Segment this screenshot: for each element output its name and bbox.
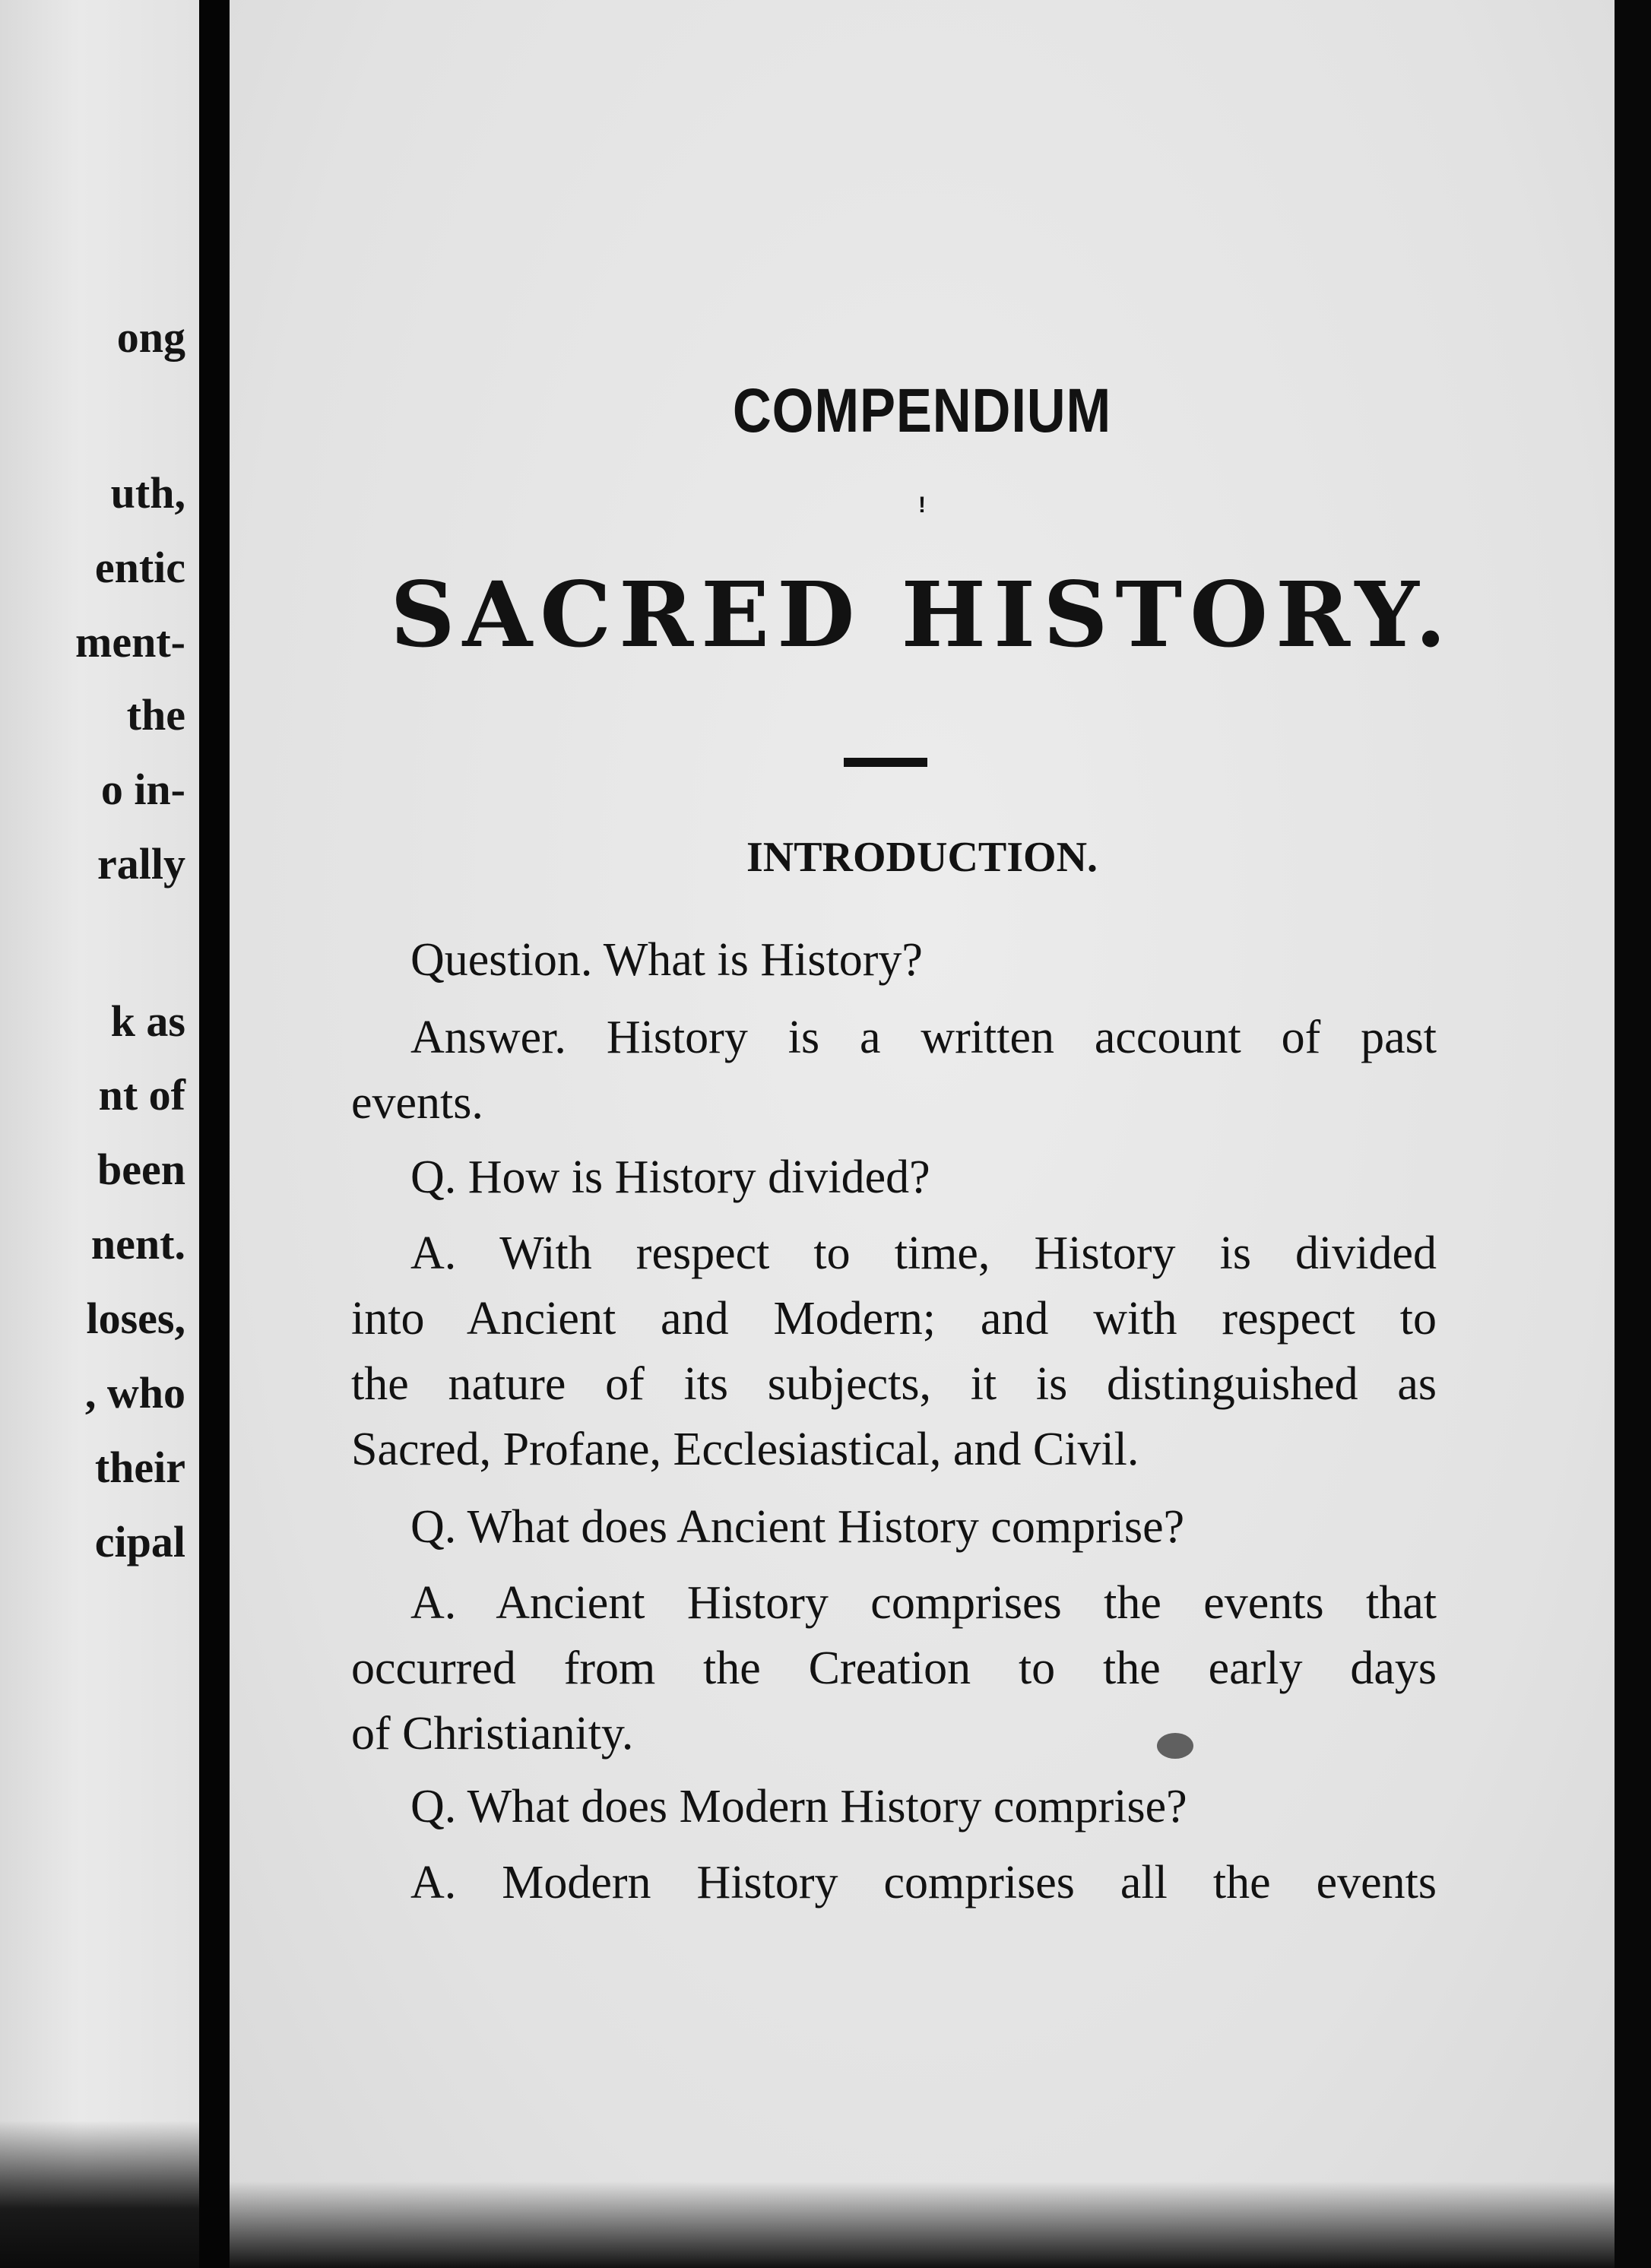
left-fragment: loses, <box>86 1294 185 1343</box>
section-heading: INTRODUCTION. <box>746 834 1098 881</box>
main-page <box>230 0 1615 2268</box>
answer-line: Sacred, Profane, Ecclesiastical, and Civil. <box>351 1424 1139 1475</box>
left-fragment: rally <box>97 839 185 889</box>
left-fragment: o in- <box>100 765 185 814</box>
title-connector: ! <box>918 493 926 518</box>
question-line: Q. What does Ancient History comprise? <box>410 1501 1185 1553</box>
title-compendium: COMPENDIUM <box>732 376 1112 445</box>
left-fragment: , who <box>84 1368 185 1418</box>
answer-line: A. With respect to time, History is divided <box>410 1227 1437 1279</box>
book-gutter <box>199 0 230 2268</box>
answer-line: the nature of its subjects, it is distinguished as <box>351 1358 1437 1410</box>
question-line: Question. What is History? <box>410 934 923 986</box>
ink-blot <box>1157 1733 1193 1759</box>
answer-line: of Christianity. <box>351 1708 634 1760</box>
page-title: SACRED HISTORY. <box>390 562 1454 667</box>
page-edge-shadow <box>230 2181 1615 2268</box>
answer-line: A. Modern History comprises all the events <box>410 1857 1437 1908</box>
left-fragment: nent. <box>90 1219 185 1269</box>
answer-line: Answer. History is a written account of past <box>410 1012 1437 1063</box>
title-rule <box>844 758 927 767</box>
left-fragment: nt of <box>98 1070 185 1120</box>
left-fragment: the <box>126 690 185 740</box>
question-line: Q. How is History divided? <box>410 1151 930 1203</box>
answer-line: A. Ancient History comprises the events that <box>410 1577 1437 1629</box>
answer-line: events. <box>351 1077 483 1129</box>
left-fragment: k as <box>110 996 185 1046</box>
answer-line: occurred from the Creation to the early days <box>351 1642 1437 1694</box>
left-fragment: their <box>94 1443 185 1492</box>
scan-border <box>1615 0 1651 2268</box>
left-page-fragment <box>0 0 199 2268</box>
left-fragment: entic <box>94 543 185 592</box>
left-fragment: cipal <box>94 1517 185 1566</box>
left-fragment: been <box>97 1145 185 1194</box>
answer-line: into Ancient and Modern; and with respect to <box>351 1293 1437 1345</box>
page-edge-shadow <box>0 2121 199 2268</box>
left-fragment: ong <box>116 312 185 362</box>
left-fragment: uth, <box>110 468 185 518</box>
question-line: Q. What does Modern History comprise? <box>410 1781 1187 1832</box>
left-fragment: ment- <box>75 617 185 667</box>
